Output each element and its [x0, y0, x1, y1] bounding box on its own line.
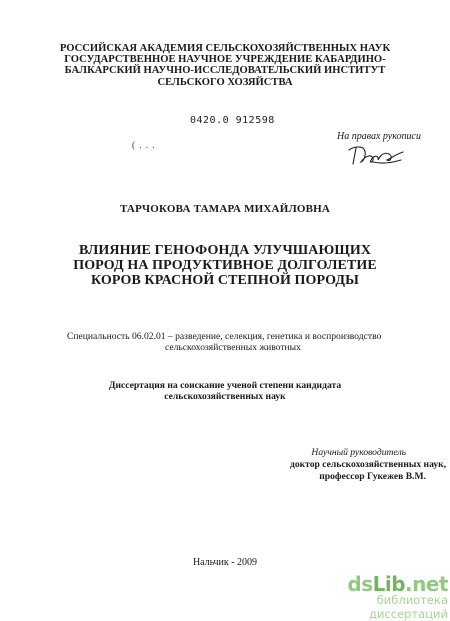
- degree-line: сельскохозяйственных наук: [164, 391, 286, 402]
- supervisor-degree: доктор сельскохозяйственных наук,: [290, 459, 447, 470]
- specialty-line: сельскохозяйственных животных: [165, 342, 301, 353]
- institution-header: [0, 43, 450, 88]
- rights-note: На правах рукописи: [337, 131, 421, 142]
- dissertation-degree: [0, 380, 450, 402]
- specialty-line: Специальность 06.02.01 – разведение, селекция, генетика и воспроизводство: [67, 331, 382, 342]
- registry-mark: ( . . .: [132, 140, 156, 150]
- specialty: [67, 331, 381, 353]
- title-line: ПОРОД НА ПРОДУКТИВНОЕ ДОЛГОЛЕТИЕ: [73, 258, 377, 273]
- institution-line: РОССИЙСКАЯ АКАДЕМИЯ СЕЛЬСКОХОЗЯЙСТВЕННЫХ НАУК: [59, 43, 391, 54]
- supervisor-role: Научный руководитель: [311, 447, 406, 458]
- supervisor-name: профессор Гукежев В.М.: [319, 471, 426, 482]
- author-name: ТАРЧОКОВА ТАМАРА МИХАЙЛОВНА: [119, 203, 331, 215]
- supervisor-block: [290, 447, 447, 483]
- thesis-title: [0, 243, 450, 288]
- title-line: ВЛИЯНИЕ ГЕНОФОНДА УЛУЧШАЮЩИХ: [78, 243, 372, 258]
- watermark: [318, 572, 448, 621]
- place-year: Нальчик - 2009: [192, 557, 258, 568]
- degree-line: Диссертация на соискание ученой степени кандидата: [108, 380, 342, 391]
- institution-line: БАЛКАРСКИЙ НАУЧНО-ИССЛЕДОВАТЕЛЬСКИЙ ИНСТИТУТ: [64, 65, 386, 77]
- handwritten-signature: [345, 142, 407, 173]
- institution-line: ГОСУДАРСТВЕННОЕ НАУЧНОЕ УЧРЕЖДЕНИЕ КАБАРДИНО-: [64, 54, 386, 66]
- title-line: КОРОВ КРАСНОЙ СТЕПНОЙ ПОРОДЫ: [91, 273, 359, 288]
- watermark-subtitle: библиотека диссертаций: [369, 593, 448, 621]
- registry-code: 0420.0 912598: [190, 115, 275, 126]
- watermark-logo: dsLib.net: [347, 572, 448, 596]
- institution-line: СЕЛЬСКОГО ХОЗЯЙСТВА: [157, 76, 293, 88]
